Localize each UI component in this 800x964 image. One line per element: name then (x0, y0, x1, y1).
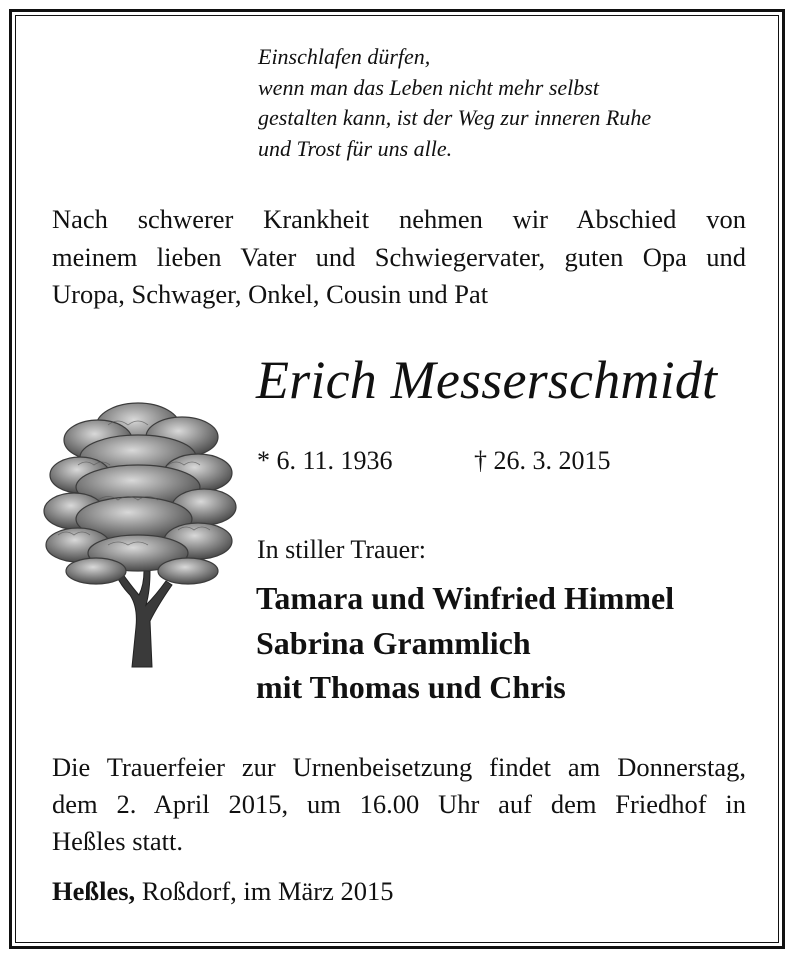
deceased-name: Erich Messerschmidt (256, 350, 718, 410)
death-date: † 26. 3. 2015 (474, 446, 611, 475)
intro-paragraph (52, 201, 746, 314)
motto-line: und Trost für uns alle. (258, 135, 453, 161)
tree-icon (38, 395, 240, 670)
motto-line: Einschlafen dürfen, (258, 44, 431, 69)
funeral-paragraph (52, 749, 746, 860)
motto-line: gestalten kann, ist der Weg zur inneren Ruhe (258, 105, 652, 130)
intro-line: Nach schwerer Krankheit nehmen wir Abschied von (52, 204, 746, 234)
motto-line: wenn man das Leben nicht mehr selbst (258, 74, 599, 100)
intro-line: meinem lieben Vater und Schwiegervater, guten Opa und (52, 241, 746, 272)
funeral-line: Heßles statt. (52, 826, 183, 856)
place-rest: Roßdorf, im März 2015 (141, 876, 394, 906)
place-date-line (52, 874, 394, 908)
funeral-line: Die Trauerfeier zur Urnenbeisetzung findet am Donnerstag, (52, 752, 746, 782)
birth-date: * 6. 11. 1936 (257, 446, 393, 475)
mourners-list (256, 576, 674, 710)
mourner-line: mit Thomas und Chris (256, 669, 566, 705)
mourner-line: Tamara und Winfried Himmel (256, 580, 675, 616)
mourning-label: In stiller Trauer: (257, 535, 426, 564)
intro-line: Uropa, Schwager, Onkel, Cousin und Pat (52, 279, 489, 309)
funeral-line: dem 2. April 2015, um 16.00 Uhr auf dem Friedhof in (52, 789, 746, 819)
mourner-line: Sabrina Grammlich (256, 624, 531, 661)
motto-verse (258, 42, 758, 164)
place-town: Heßles, (52, 876, 136, 906)
